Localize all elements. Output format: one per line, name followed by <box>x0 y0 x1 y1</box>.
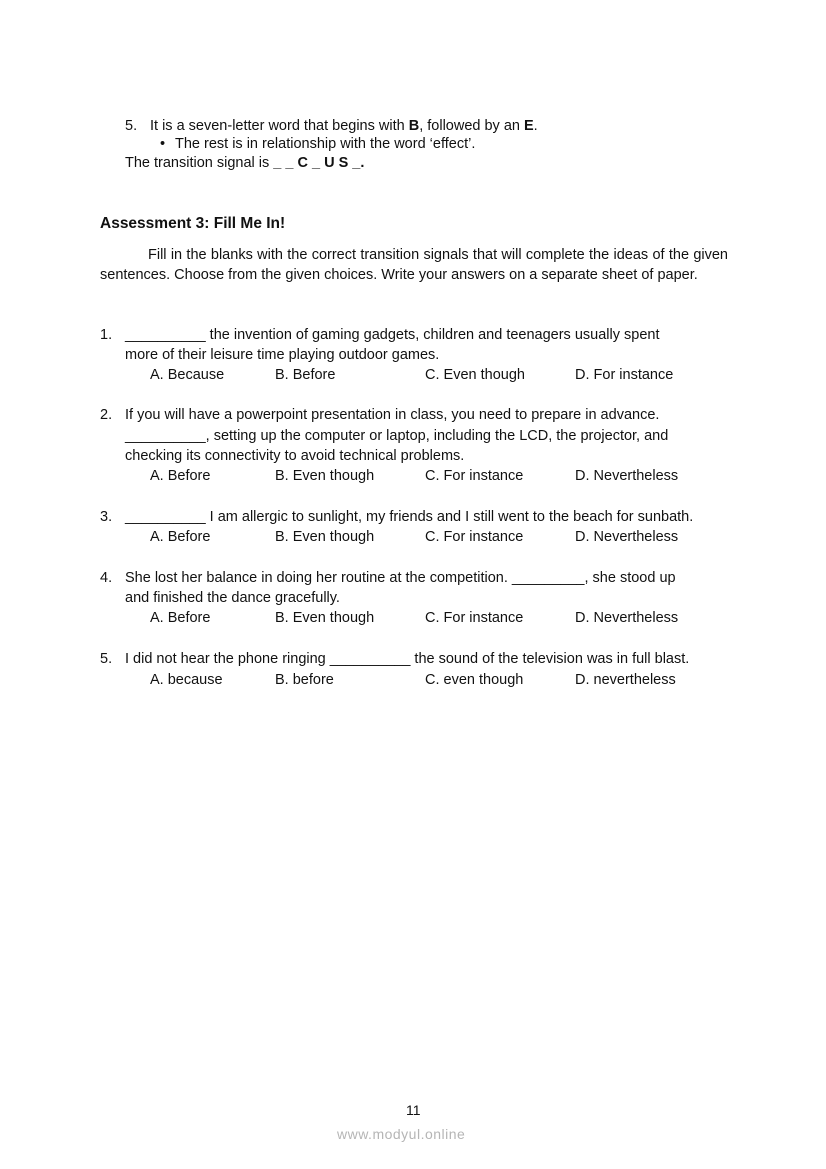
clue-5-text-end: . <box>533 118 538 134</box>
question-3-choice-d: D. Nevertheless <box>575 529 679 545</box>
question-3-choice-c: C. For instance <box>425 529 524 545</box>
question-4-choice-d: D. Nevertheless <box>575 610 679 626</box>
question-2-choice-b: B. Even though <box>275 468 375 484</box>
question-2-number: 2. <box>100 407 113 423</box>
question-1-line-1: __________ the invention of gaming gadgets, children and teenagers usually spent <box>125 327 660 343</box>
transition-signal-pattern: _ _ C _ U S _. <box>273 155 365 171</box>
question-4-choice-c: C. For instance <box>425 610 524 626</box>
transition-signal-line <box>125 155 364 171</box>
clue-5-letter-e: E <box>524 118 534 134</box>
clue-5-text-start: It is a seven-letter word that begins with <box>150 118 409 134</box>
question-4-choice-a: A. Before <box>150 610 211 626</box>
page-number: 11 <box>406 1102 421 1118</box>
question-5-choice-a: A. because <box>150 672 223 688</box>
question-5-choice-c: C. even though <box>425 672 524 688</box>
clue-5-text-mid: , followed by an <box>419 118 524 134</box>
question-5-choice-b: B. before <box>275 672 334 688</box>
question-3-choice-b: B. Even though <box>275 529 375 545</box>
question-5-number: 5. <box>100 651 113 667</box>
instructions-text: Fill in the blanks with the correct transition signals that will complete the ideas of the given sentences. Choose from the given choices. Write your answers on a separate sheet of paper. <box>100 247 728 283</box>
question-2-line-1: If you will have a powerpoint presentation in class, you need to prepare in advance. <box>125 407 660 423</box>
question-1-choice-a: A. Because <box>150 367 225 383</box>
question-3-number: 3. <box>100 509 113 525</box>
question-2-line-2: __________, setting up the computer or laptop, including the LCD, the projector, and <box>125 428 669 444</box>
question-2-line-3: checking its connectivity to avoid technical problems. <box>125 448 465 464</box>
transition-signal-label: The transition signal is <box>125 155 274 171</box>
question-4-number: 4. <box>100 570 113 586</box>
instructions <box>100 245 728 285</box>
question-4-line-2: and finished the dance gracefully. <box>125 590 340 606</box>
question-5-choice-d: D. nevertheless <box>575 672 676 688</box>
question-1-number: 1. <box>100 327 113 343</box>
question-1-choice-d: D. For instance <box>575 367 674 383</box>
question-4-line-1: She lost her balance in doing her routine at the competition. _________, she stood up <box>125 570 676 586</box>
clue-5-bullet-text: The rest is in relationship with the word ‘effect’. <box>175 136 476 152</box>
question-2-choice-c: C. For instance <box>425 468 524 484</box>
question-1-choice-b: B. Before <box>275 367 336 383</box>
question-5-line-1: I did not hear the phone ringing __________ the sound of the television was in full blast. <box>125 651 690 667</box>
question-3-choice-a: A. Before <box>150 529 211 545</box>
bullet-icon: • <box>160 136 166 152</box>
clue-5-letter-b: B <box>408 118 420 134</box>
question-1-line-2: more of their leisure time playing outdoor games. <box>125 347 440 363</box>
clue-5-number: 5. <box>125 118 138 134</box>
clue-5-text <box>150 118 538 134</box>
assessment-title: Assessment 3: Fill Me In! <box>100 215 286 232</box>
question-1-choice-c: C. Even though <box>425 367 525 383</box>
question-2-choice-a: A. Before <box>150 468 211 484</box>
question-3-line-1: __________ I am allergic to sunlight, my friends and I still went to the beach for sunbath. <box>125 509 694 525</box>
watermark: www.modyul.online <box>337 1126 466 1142</box>
question-4-choice-b: B. Even though <box>275 610 375 626</box>
question-2-choice-d: D. Nevertheless <box>575 468 679 484</box>
